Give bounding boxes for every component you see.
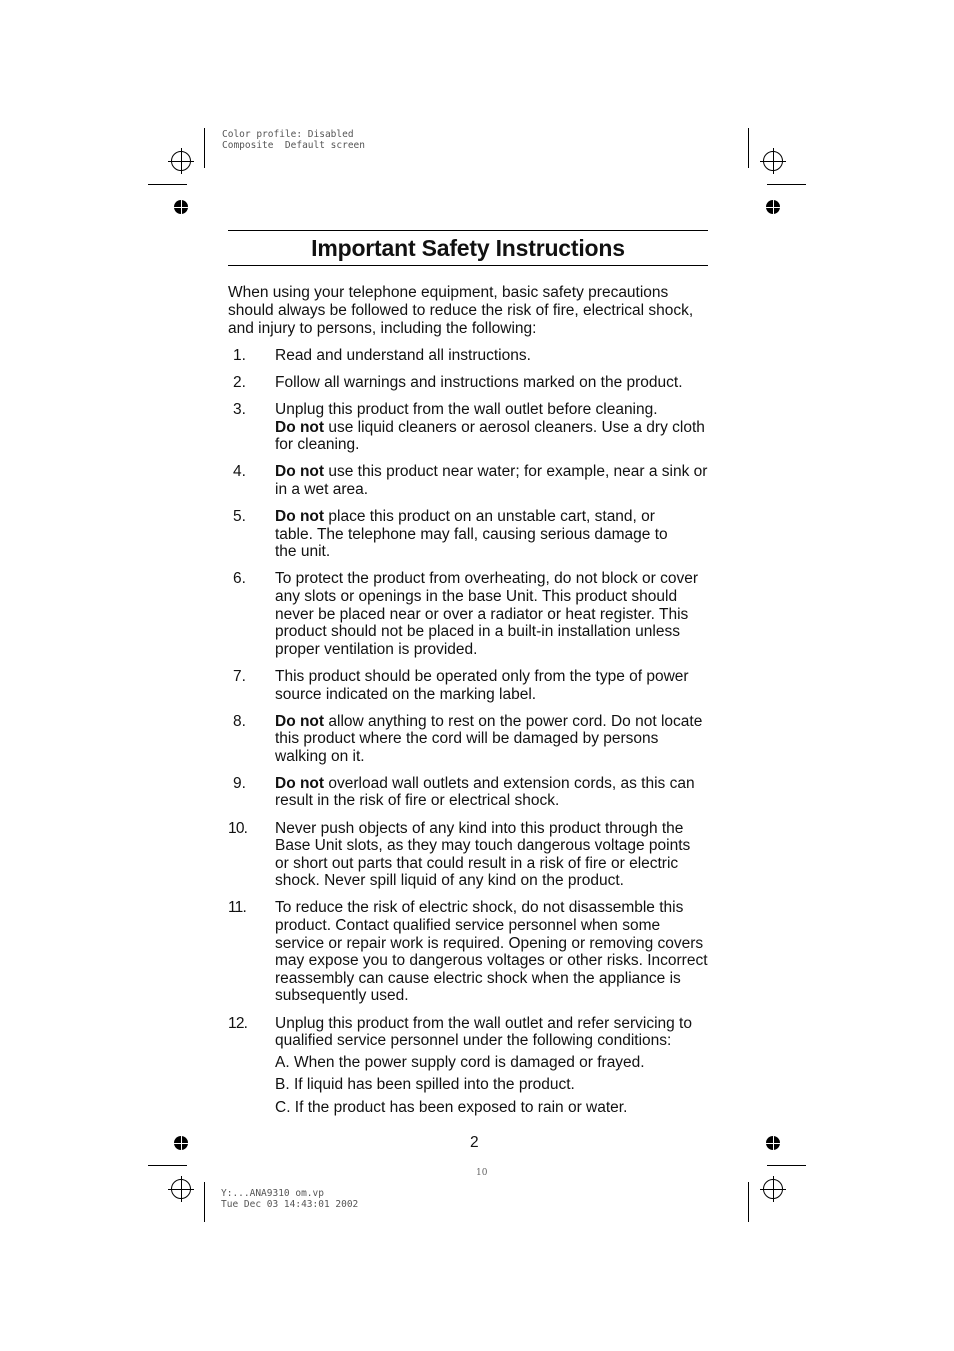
registration-mark-icon xyxy=(171,1179,191,1199)
sub-item: B. If liquid has been spilled into the product. xyxy=(275,1076,575,1094)
list-item xyxy=(228,570,708,658)
item-text xyxy=(275,570,708,658)
print-meta-bottom xyxy=(221,1188,358,1210)
item-number: 9. xyxy=(233,774,246,792)
item-body: Never push objects of any kind into this product through the Base Unit slots, as they may touch dangerous voltage points or short out parts that could result in a risk of fire or electric shock. Never spill liquid of any kind on the product. xyxy=(275,819,691,890)
item-number: 3. xyxy=(233,401,246,419)
item-bold-lead: Do not xyxy=(275,712,325,730)
list-item xyxy=(228,1015,708,1050)
title-rule-box xyxy=(228,230,708,266)
item-text xyxy=(275,508,708,561)
registration-mark-icon xyxy=(763,1179,783,1199)
item-body: use liquid cleaners or aerosol cleaners. Use a dry cloth for cleaning. xyxy=(275,418,705,454)
crop-mark xyxy=(748,1182,749,1222)
print-meta-line: Tue Dec 03 14:43:01 2002 xyxy=(221,1199,359,1210)
crop-mark xyxy=(148,1165,187,1166)
item-body: This product should be operated only from the type of power source indicated on the marking label. xyxy=(275,667,689,703)
registration-dot-icon xyxy=(174,1136,188,1150)
registration-dot-icon xyxy=(766,200,780,214)
sub-item: A. When the power supply cord is damaged or frayed. xyxy=(275,1053,645,1071)
item-number: 2. xyxy=(233,374,246,392)
item-number: 12. xyxy=(228,1014,248,1032)
item-text xyxy=(275,775,708,810)
list-item xyxy=(228,899,708,1005)
registration-dot-icon xyxy=(174,200,188,214)
item-body: Unplug this product from the wall outlet and refer servicing to qualified service personnel under the following conditions: xyxy=(275,1014,692,1050)
crop-mark xyxy=(148,184,187,185)
item-number: 1. xyxy=(233,347,246,364)
item-body: To protect the product from overheating, do not block or cover any slots or openings in the base Unit. This product should never be placed near or over a radiator or heat register. This product should not be placed in a built-in installation unless proper ventilation is provided. xyxy=(275,570,699,658)
item-body: use this product near water; for example, near a sink or in a wet area. xyxy=(275,463,708,499)
print-meta-line: Color profile: Disabled xyxy=(222,129,354,140)
print-meta-top xyxy=(222,129,365,151)
item-body: Follow all warnings and instructions marked on the product. xyxy=(275,374,683,392)
list-item xyxy=(228,347,708,365)
page-title: Important Safety Instructions xyxy=(311,234,625,261)
crop-mark xyxy=(767,184,806,185)
list-item xyxy=(228,820,708,890)
item-body: Read and understand all instructions. xyxy=(275,347,531,364)
registration-mark-icon xyxy=(171,151,191,171)
item-body: overload wall outlets and extension cords, as this can result in the risk of fire or electrical shock. xyxy=(275,774,695,810)
crop-mark xyxy=(204,128,205,168)
item-text xyxy=(275,899,708,1005)
item-bold-lead: Do not xyxy=(275,418,325,436)
item-text xyxy=(275,463,708,498)
item-bold-lead: Do not xyxy=(275,774,325,792)
list-item xyxy=(228,668,708,703)
item-lead: Unplug this product from the wall outlet before cleaning. xyxy=(275,401,658,419)
item-body: allow anything to rest on the power cord. Do not locate this product where the cord will be damaged by persons walking on it. xyxy=(275,712,703,765)
registration-mark-icon xyxy=(763,151,783,171)
page-number: 2 xyxy=(470,1134,479,1151)
crop-mark xyxy=(767,1165,806,1166)
item-number: 7. xyxy=(233,667,246,685)
item-number: 6. xyxy=(233,570,246,588)
list-item xyxy=(228,374,708,392)
item-text xyxy=(275,713,708,766)
registration-dot-icon xyxy=(766,1136,780,1150)
item-text xyxy=(275,820,708,890)
item-number: 8. xyxy=(233,712,246,730)
item-number: 10. xyxy=(228,819,248,837)
item-text xyxy=(275,1015,708,1050)
sheet-number: 10 xyxy=(476,1168,488,1178)
list-item xyxy=(228,713,708,766)
safety-list xyxy=(228,347,708,1116)
item-text xyxy=(275,401,708,454)
print-meta-line: Y:...ANA9310 om.vp xyxy=(221,1188,324,1199)
item-text xyxy=(275,347,708,365)
print-meta-line: Composite Default screen xyxy=(222,140,365,151)
item-text xyxy=(275,668,708,703)
item-text xyxy=(275,374,708,392)
item-number: 4. xyxy=(233,463,246,481)
item-body: To reduce the risk of electric shock, do not disassemble this product. Contact qualified service personnel when some service or repair work is required. Opening or removing covers may expose you to dangerous voltages or other risks. Incorrect reassembly can cause electric shock when the appliance is subsequently used. xyxy=(275,899,708,1005)
item-body: place this product on an unstable cart, stand, or table. The telephone may fall, causing serious damage to the unit. xyxy=(275,508,668,561)
item-number: 11. xyxy=(228,899,246,917)
page-content xyxy=(228,230,708,1121)
item-bold-lead: Do not xyxy=(275,508,325,526)
list-item xyxy=(228,401,708,454)
list-item xyxy=(228,775,708,810)
crop-mark xyxy=(204,1182,205,1222)
intro-paragraph: When using your telephone equipment, basic safety precautions should always be followed to reduce the risk of fire, electrical shock, and injury to persons, including the following: xyxy=(228,284,694,337)
item-bold-lead: Do not xyxy=(275,463,325,481)
list-item xyxy=(228,508,708,561)
list-item xyxy=(228,463,708,498)
sub-list xyxy=(275,1054,708,1117)
sub-item: C. If the product has been exposed to rain or water. xyxy=(275,1098,628,1116)
item-number: 5. xyxy=(233,508,246,526)
crop-mark xyxy=(748,128,749,168)
